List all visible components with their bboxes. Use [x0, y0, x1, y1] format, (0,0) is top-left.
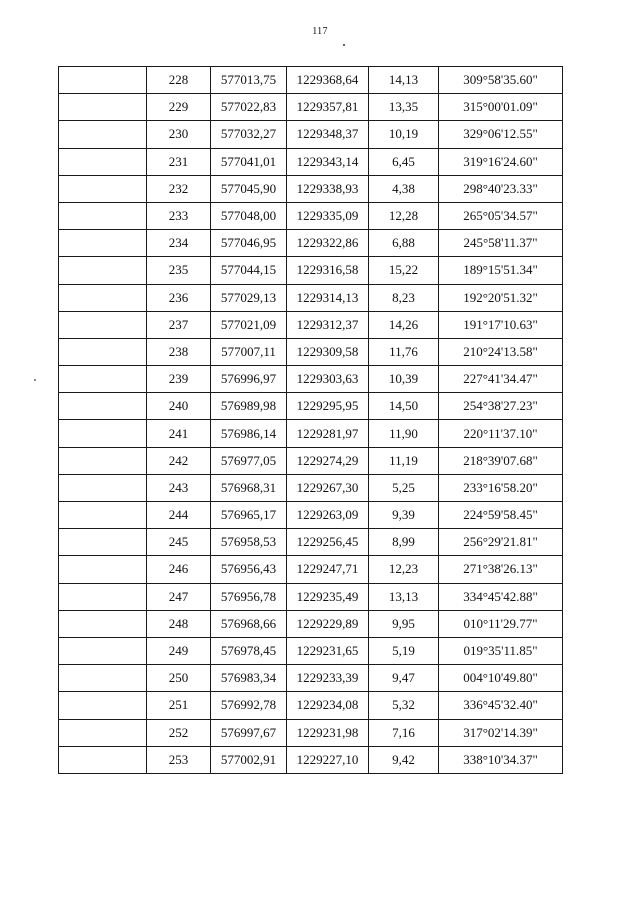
cell-point-number: 245 [147, 529, 211, 556]
cell-label [59, 420, 147, 447]
table-row [59, 284, 563, 311]
cell-label [59, 692, 147, 719]
cell-point-number: 251 [147, 692, 211, 719]
cell-label [59, 502, 147, 529]
cell-distance: 5,25 [369, 474, 439, 501]
cell-y-coordinate: 1229316,58 [287, 257, 369, 284]
cell-point-number: 244 [147, 502, 211, 529]
cell-direction-angle: 315°00'01.09" [439, 94, 563, 121]
cell-distance: 15,22 [369, 257, 439, 284]
cell-label [59, 529, 147, 556]
cell-direction-angle: 336°45'32.40" [439, 692, 563, 719]
cell-point-number: 233 [147, 202, 211, 229]
table-row [59, 692, 563, 719]
cell-distance: 9,47 [369, 665, 439, 692]
cell-point-number: 248 [147, 610, 211, 637]
cell-label [59, 121, 147, 148]
cell-direction-angle: 227°41'34.47" [439, 366, 563, 393]
cell-label [59, 230, 147, 257]
table-row [59, 338, 563, 365]
cell-y-coordinate: 1229229,89 [287, 610, 369, 637]
table-row [59, 202, 563, 229]
cell-direction-angle: 191°17'10.63" [439, 311, 563, 338]
coordinates-table-body [59, 67, 563, 774]
cell-x-coordinate: 577013,75 [211, 67, 287, 94]
cell-x-coordinate: 577022,83 [211, 94, 287, 121]
cell-label [59, 257, 147, 284]
cell-y-coordinate: 1229309,58 [287, 338, 369, 365]
cell-point-number: 237 [147, 311, 211, 338]
cell-y-coordinate: 1229281,97 [287, 420, 369, 447]
table-row [59, 583, 563, 610]
cell-y-coordinate: 1229263,09 [287, 502, 369, 529]
cell-x-coordinate: 576989,98 [211, 393, 287, 420]
table-row [59, 366, 563, 393]
table-row [59, 175, 563, 202]
cell-y-coordinate: 1229335,09 [287, 202, 369, 229]
cell-direction-angle: 210°24'13.58" [439, 338, 563, 365]
cell-distance: 14,13 [369, 67, 439, 94]
cell-y-coordinate: 1229227,10 [287, 746, 369, 773]
scan-speck [343, 44, 345, 46]
cell-direction-angle: 338°10'34.37" [439, 746, 563, 773]
cell-direction-angle: 298°40'23.33" [439, 175, 563, 202]
cell-x-coordinate: 576983,34 [211, 665, 287, 692]
cell-point-number: 229 [147, 94, 211, 121]
cell-label [59, 284, 147, 311]
table-row [59, 447, 563, 474]
cell-x-coordinate: 576978,45 [211, 637, 287, 664]
cell-x-coordinate: 576956,43 [211, 556, 287, 583]
cell-distance: 13,13 [369, 583, 439, 610]
page-number: 117 [312, 26, 328, 37]
cell-y-coordinate: 1229267,30 [287, 474, 369, 501]
cell-label [59, 447, 147, 474]
cell-point-number: 252 [147, 719, 211, 746]
cell-distance: 6,88 [369, 230, 439, 257]
table-row [59, 746, 563, 773]
cell-x-coordinate: 577029,13 [211, 284, 287, 311]
table-row [59, 393, 563, 420]
cell-y-coordinate: 1229231,98 [287, 719, 369, 746]
table-row [59, 148, 563, 175]
cell-y-coordinate: 1229303,63 [287, 366, 369, 393]
scan-speck [34, 379, 36, 381]
cell-label [59, 175, 147, 202]
cell-direction-angle: 019°35'11.85" [439, 637, 563, 664]
cell-distance: 5,32 [369, 692, 439, 719]
cell-direction-angle: 189°15'51.34" [439, 257, 563, 284]
cell-direction-angle: 319°16'24.60" [439, 148, 563, 175]
cell-distance: 9,95 [369, 610, 439, 637]
cell-direction-angle: 004°10'49.80" [439, 665, 563, 692]
cell-x-coordinate: 576986,14 [211, 420, 287, 447]
cell-label [59, 610, 147, 637]
cell-distance: 11,76 [369, 338, 439, 365]
cell-x-coordinate: 576968,31 [211, 474, 287, 501]
cell-y-coordinate: 1229338,93 [287, 175, 369, 202]
cell-point-number: 231 [147, 148, 211, 175]
cell-label [59, 393, 147, 420]
cell-label [59, 366, 147, 393]
cell-x-coordinate: 576956,78 [211, 583, 287, 610]
table-row [59, 121, 563, 148]
cell-point-number: 234 [147, 230, 211, 257]
cell-label [59, 719, 147, 746]
cell-y-coordinate: 1229274,29 [287, 447, 369, 474]
cell-distance: 12,28 [369, 202, 439, 229]
cell-y-coordinate: 1229295,95 [287, 393, 369, 420]
cell-distance: 12,23 [369, 556, 439, 583]
cell-direction-angle: 218°39'07.68" [439, 447, 563, 474]
table-row [59, 610, 563, 637]
table-row [59, 311, 563, 338]
cell-label [59, 556, 147, 583]
cell-point-number: 243 [147, 474, 211, 501]
cell-label [59, 474, 147, 501]
table-row [59, 637, 563, 664]
cell-direction-angle: 233°16'58.20" [439, 474, 563, 501]
cell-x-coordinate: 576996,97 [211, 366, 287, 393]
cell-point-number: 235 [147, 257, 211, 284]
cell-point-number: 250 [147, 665, 211, 692]
cell-distance: 11,19 [369, 447, 439, 474]
cell-distance: 9,42 [369, 746, 439, 773]
cell-point-number: 246 [147, 556, 211, 583]
cell-label [59, 311, 147, 338]
cell-x-coordinate: 576958,53 [211, 529, 287, 556]
cell-direction-angle: 329°06'12.55" [439, 121, 563, 148]
cell-x-coordinate: 577032,27 [211, 121, 287, 148]
table-row [59, 665, 563, 692]
cell-point-number: 239 [147, 366, 211, 393]
cell-distance: 5,19 [369, 637, 439, 664]
cell-x-coordinate: 576977,05 [211, 447, 287, 474]
cell-point-number: 242 [147, 447, 211, 474]
cell-distance: 14,50 [369, 393, 439, 420]
cell-direction-angle: 334°45'42.88" [439, 583, 563, 610]
cell-distance: 10,19 [369, 121, 439, 148]
cell-x-coordinate: 576992,78 [211, 692, 287, 719]
cell-y-coordinate: 1229256,45 [287, 529, 369, 556]
cell-point-number: 228 [147, 67, 211, 94]
cell-distance: 10,39 [369, 366, 439, 393]
cell-point-number: 241 [147, 420, 211, 447]
cell-point-number: 236 [147, 284, 211, 311]
cell-point-number: 253 [147, 746, 211, 773]
cell-distance: 6,45 [369, 148, 439, 175]
cell-direction-angle: 192°20'51.32" [439, 284, 563, 311]
coordinates-table [58, 66, 563, 774]
cell-x-coordinate: 577048,00 [211, 202, 287, 229]
cell-point-number: 249 [147, 637, 211, 664]
cell-distance: 9,39 [369, 502, 439, 529]
cell-direction-angle: 317°02'14.39" [439, 719, 563, 746]
cell-distance: 4,38 [369, 175, 439, 202]
cell-direction-angle: 309°58'35.60" [439, 67, 563, 94]
cell-x-coordinate: 576968,66 [211, 610, 287, 637]
cell-direction-angle: 224°59'58.45" [439, 502, 563, 529]
table-row [59, 94, 563, 121]
cell-label [59, 583, 147, 610]
cell-x-coordinate: 577041,01 [211, 148, 287, 175]
cell-x-coordinate: 577046,95 [211, 230, 287, 257]
cell-y-coordinate: 1229235,49 [287, 583, 369, 610]
cell-y-coordinate: 1229233,39 [287, 665, 369, 692]
cell-y-coordinate: 1229247,71 [287, 556, 369, 583]
cell-y-coordinate: 1229231,65 [287, 637, 369, 664]
cell-direction-angle: 010°11'29.77" [439, 610, 563, 637]
cell-distance: 8,23 [369, 284, 439, 311]
cell-point-number: 238 [147, 338, 211, 365]
cell-direction-angle: 245°58'11.37" [439, 230, 563, 257]
table-row [59, 257, 563, 284]
cell-point-number: 230 [147, 121, 211, 148]
cell-y-coordinate: 1229348,37 [287, 121, 369, 148]
cell-label [59, 202, 147, 229]
cell-x-coordinate: 577002,91 [211, 746, 287, 773]
cell-direction-angle: 271°38'26.13" [439, 556, 563, 583]
cell-direction-angle: 256°29'21.81" [439, 529, 563, 556]
cell-x-coordinate: 576997,67 [211, 719, 287, 746]
cell-distance: 14,26 [369, 311, 439, 338]
cell-distance: 8,99 [369, 529, 439, 556]
cell-y-coordinate: 1229357,81 [287, 94, 369, 121]
table-row [59, 556, 563, 583]
table-row [59, 67, 563, 94]
cell-label [59, 746, 147, 773]
table-row [59, 529, 563, 556]
cell-point-number: 232 [147, 175, 211, 202]
cell-y-coordinate: 1229322,86 [287, 230, 369, 257]
table-row [59, 474, 563, 501]
cell-point-number: 247 [147, 583, 211, 610]
cell-label [59, 67, 147, 94]
cell-y-coordinate: 1229234,08 [287, 692, 369, 719]
table-row [59, 230, 563, 257]
table-row [59, 502, 563, 529]
cell-point-number: 240 [147, 393, 211, 420]
cell-distance: 11,90 [369, 420, 439, 447]
table-row [59, 719, 563, 746]
cell-y-coordinate: 1229312,37 [287, 311, 369, 338]
table-row [59, 420, 563, 447]
cell-y-coordinate: 1229368,64 [287, 67, 369, 94]
cell-y-coordinate: 1229343,14 [287, 148, 369, 175]
coordinates-table-container [58, 66, 563, 774]
cell-y-coordinate: 1229314,13 [287, 284, 369, 311]
cell-x-coordinate: 577021,09 [211, 311, 287, 338]
cell-label [59, 94, 147, 121]
cell-direction-angle: 254°38'27.23" [439, 393, 563, 420]
cell-label [59, 148, 147, 175]
cell-x-coordinate: 577045,90 [211, 175, 287, 202]
cell-direction-angle: 265°05'34.57" [439, 202, 563, 229]
cell-label [59, 338, 147, 365]
cell-label [59, 665, 147, 692]
cell-label [59, 637, 147, 664]
cell-x-coordinate: 577007,11 [211, 338, 287, 365]
cell-x-coordinate: 577044,15 [211, 257, 287, 284]
cell-distance: 13,35 [369, 94, 439, 121]
cell-direction-angle: 220°11'37.10" [439, 420, 563, 447]
cell-x-coordinate: 576965,17 [211, 502, 287, 529]
cell-distance: 7,16 [369, 719, 439, 746]
